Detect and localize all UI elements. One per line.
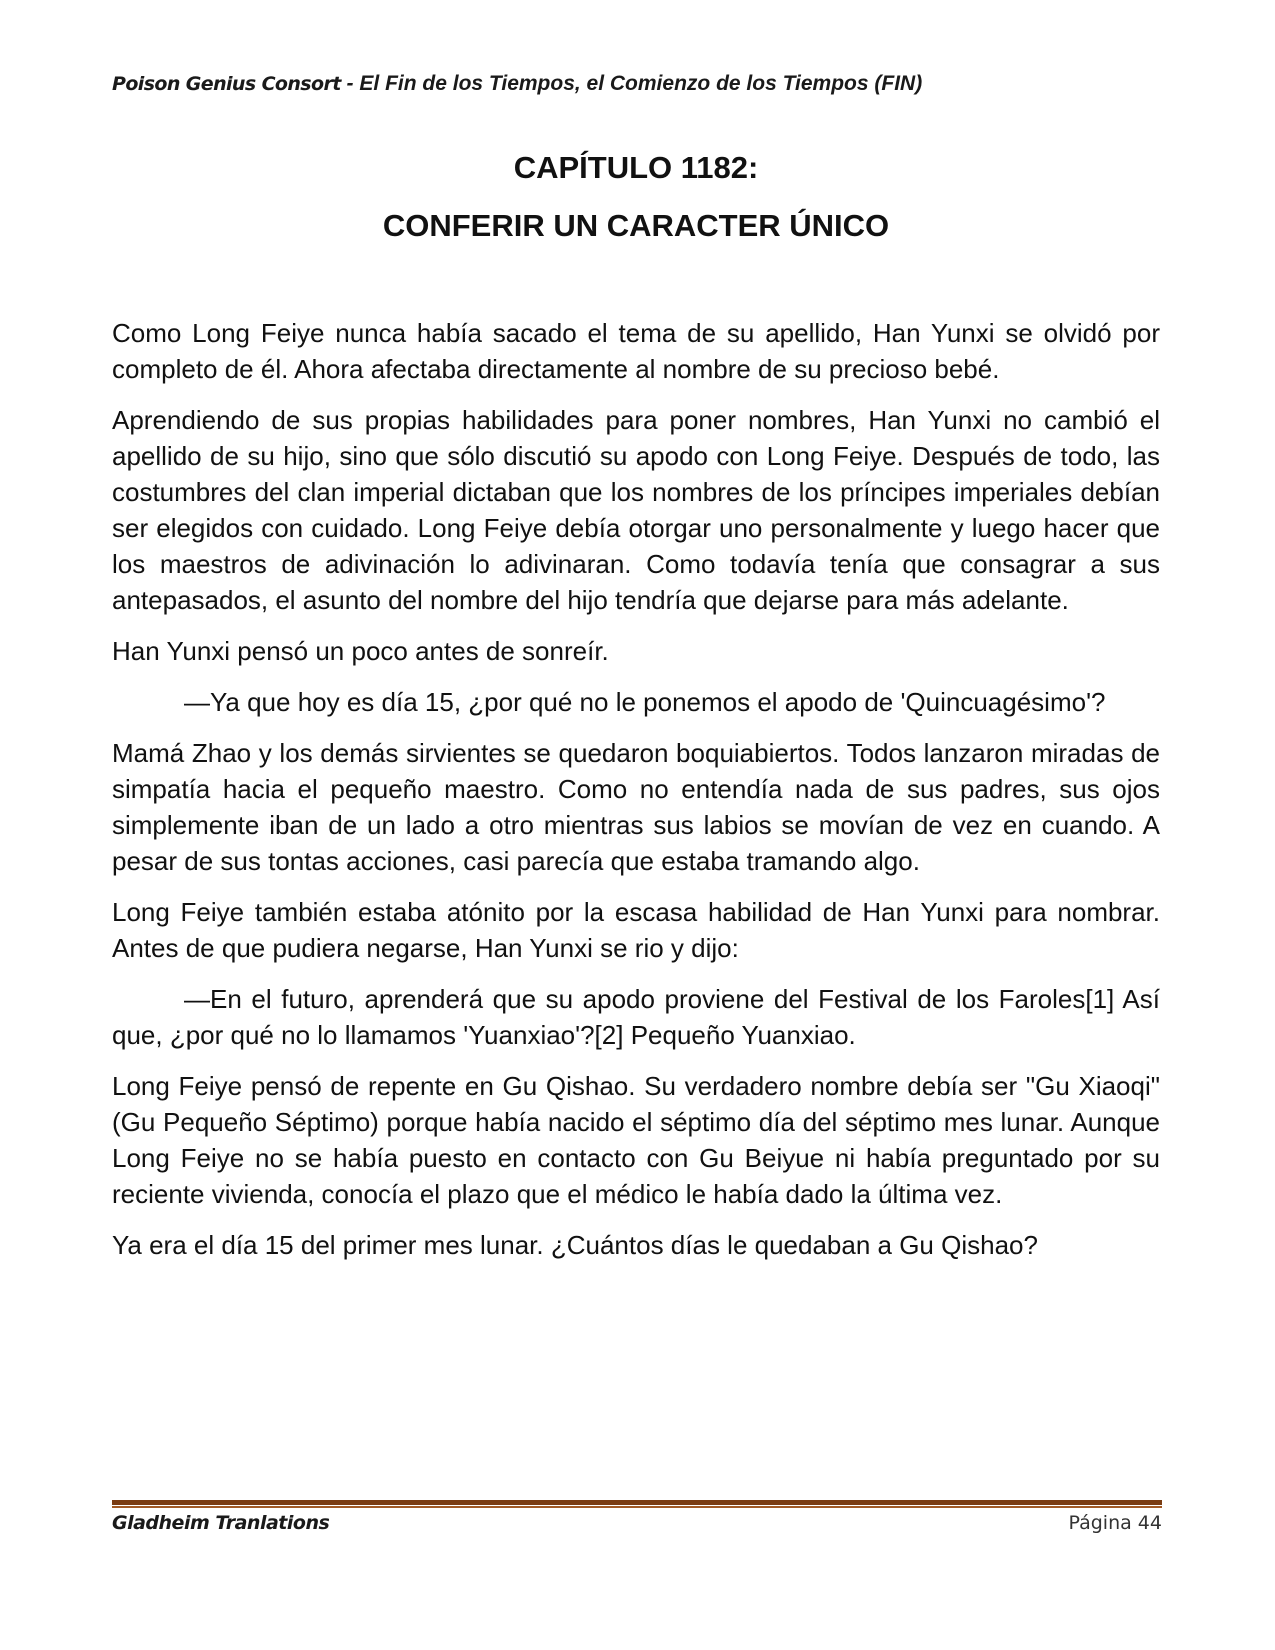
paragraph: Aprendiendo de sus propias habilidades para poner nombres, Han Yunxi no cambió el apellido de su hijo, sino que sólo discutió su apodo con Long Feiye. Después de todo, las costumbres del clan imperial dictaban que los nombres de los príncipes imperiales debían ser elegidos con cuidado. Long Feiye debía otorgar uno personalmente y luego hacer que los maestros de adivinación lo adivinaran. Como todavía tenía que consagrar a sus antepasados, el asunto del nombre del hijo tendría que dejarse para más adelante.: [112, 405, 1160, 615]
page-number: Página 44: [1068, 1512, 1162, 1534]
footer-divider-thick: [112, 1500, 1162, 1505]
chapter-body: [112, 315, 1160, 1278]
footer-divider: [112, 1500, 1162, 1508]
dialogue-paragraph: —Ya que hoy es día 15, ¿por qué no le ponemos el apodo de 'Quincuagésimo'?: [184, 687, 1106, 717]
paragraph: Como Long Feiye nunca había sacado el tema de su apellido, Han Yunxi se olvidó por completo de él. Ahora afectaba directamente al nombre de su precioso bebé.: [112, 318, 1160, 384]
paragraph: Long Feiye pensó de repente en Gu Qishao. Su verdadero nombre debía ser "Gu Xiaoqi" (Gu Pequeño Séptimo) porque había nacido el séptimo día del séptimo mes lunar. Aunque Long Feiye no se había puesto en contacto con Gu Beiyue ni había preguntado por su reciente vivienda, conocía el plazo que el médico le había dado la última vez.: [112, 1071, 1160, 1209]
paragraph: Han Yunxi pensó un poco antes de sonreír.: [112, 636, 609, 666]
running-header: [112, 72, 1172, 96]
paragraph: Ya era el día 15 del primer mes lunar. ¿Cuántos días le quedaban a Gu Qishao?: [112, 1230, 1038, 1260]
chapter-number: CAPÍTULO 1182:: [513, 150, 759, 185]
footer-divider-thin: [112, 1506, 1162, 1508]
series-title: Poison Genius Consort: [112, 73, 341, 95]
footer-credit: Gladheim Tranlations: [112, 1512, 330, 1534]
dialogue-paragraph: —En el futuro, aprenderá que su apodo proviene del Festival de los Faroles[1] Así que, ¿por qué no lo llamamos 'Yuanxiao'?[2] Pequeño Yuanxiao.: [112, 984, 1160, 1050]
paragraph: Long Feiye también estaba atónito por la escasa habilidad de Han Yunxi para nombrar. Antes de que pudiera negarse, Han Yunxi se rio y dijo:: [112, 897, 1160, 963]
header-separator: -: [340, 72, 360, 95]
book-subtitle: El Fin de los Tiempos, el Comienzo de los Tiempos (FIN): [359, 72, 923, 95]
paragraph: Mamá Zhao y los demás sirvientes se quedaron boquiabiertos. Todos lanzaron miradas de simpatía hacia el pequeño maestro. Como no entendía nada de sus padres, sus ojos simplemente iban de un lado a otro mientras sus labios se movían de vez en cuando. A pesar de sus tontas acciones, casi parecía que estaba tramando algo.: [112, 738, 1160, 876]
chapter-title: CONFERIR UN CARACTER ÚNICO: [382, 208, 890, 243]
